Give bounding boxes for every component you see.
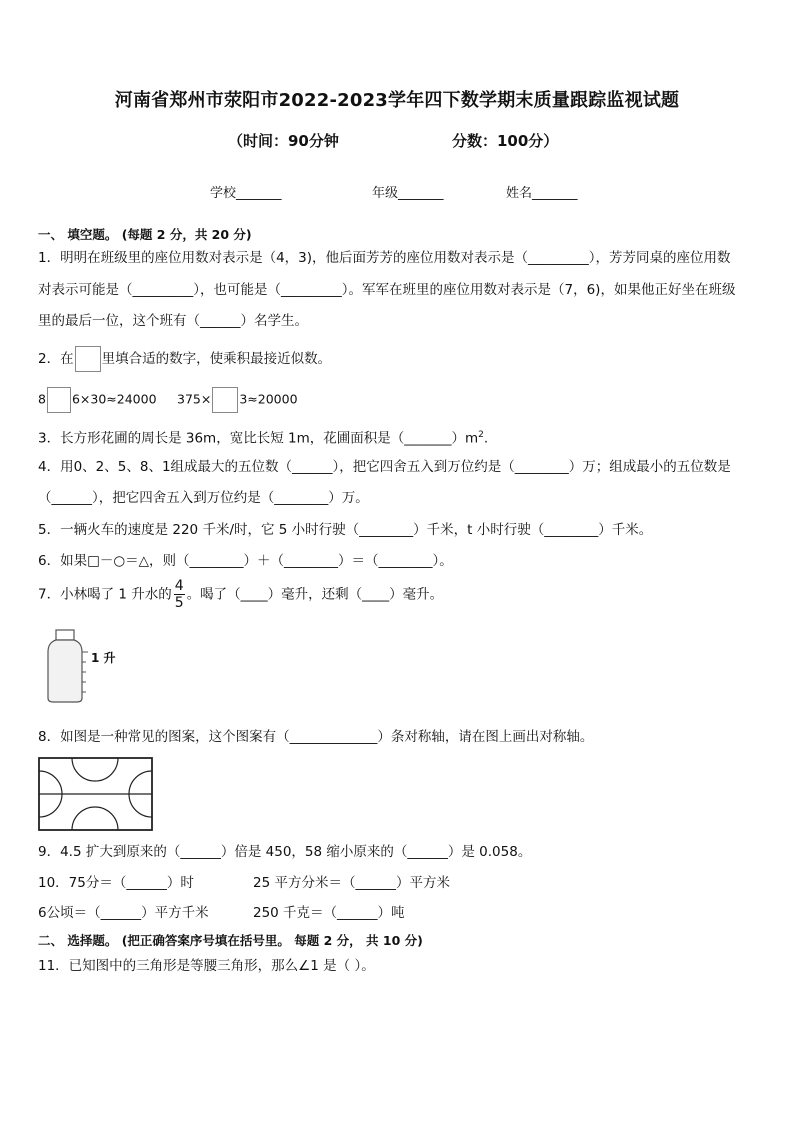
section-2-heading: 二、 选择题。 (把正确答案序号填在括号里。 每题 2 分， 共 10 分) bbox=[38, 933, 423, 948]
bottle-label: 1 升 bbox=[91, 651, 116, 665]
q3-end: . bbox=[483, 430, 489, 447]
q2-text-a: 2．在 bbox=[38, 351, 74, 367]
q10-b: 25 平方分米＝（______）平方米 bbox=[253, 875, 450, 891]
q1-line3: 里的最后一位，这个班有（______）名学生。 bbox=[38, 313, 308, 329]
exam-score: 分数：100分） bbox=[452, 132, 559, 150]
q10-c: 6公顷＝（______）平方千米 bbox=[38, 905, 209, 921]
q2-blank-box bbox=[75, 346, 101, 372]
q6: 6．如果□－○＝△，则（________）＋（________）＝（________）。 bbox=[38, 553, 453, 569]
q4-line2: （______），把它四舍五入到万位约是（________）万。 bbox=[38, 490, 369, 506]
section-1-heading: 一、 填空题。 (每题 2 分，共 20 分) bbox=[38, 227, 252, 242]
q1-line1: 1．明明在班级里的座位用数对表示是（4，3)，他后面芳芳的座位用数对表示是（_________），芳芳同桌的座位用数 bbox=[38, 250, 731, 266]
q5: 5．一辆火车的速度是 220 千米/时，它 5 小时行驶（________）千米，t 小时行驶（________）千米。 bbox=[38, 522, 653, 538]
symmetry-pattern-figure bbox=[38, 757, 154, 832]
exam-time: （时间：90分钟 bbox=[228, 132, 339, 150]
q2-e2-box bbox=[212, 387, 238, 413]
q3 bbox=[38, 425, 488, 449]
q3-sup: 2 bbox=[478, 430, 484, 440]
name-field: 姓名_______ bbox=[506, 186, 578, 201]
water-bottle-figure bbox=[40, 628, 130, 704]
q2-e1-box bbox=[47, 387, 71, 413]
page-title: 河南省郑州市荥阳市2022-2023学年四下数学期末质量跟踪监视试题 bbox=[114, 90, 680, 111]
q7-numerator: 4 bbox=[174, 578, 184, 594]
q7-denominator: 5 bbox=[174, 595, 184, 611]
q11: 11．已知图中的三角形是等腰三角形，那么∠1 是（ ）。 bbox=[38, 958, 375, 974]
school-field: 学校_______ bbox=[210, 186, 282, 201]
q1-line2: 对表示可能是（_________），也可能是（_________）。军军在班里的座位用数对表示是（7，6)，如果他正好坐在班级 bbox=[38, 282, 736, 298]
q7-text-b: 。喝了（____）毫升，还剩（____）毫升。 bbox=[186, 586, 444, 603]
q2-e1-b: 6×30≈24000 bbox=[71, 391, 157, 407]
q7 bbox=[38, 578, 443, 611]
q2-expression-2 bbox=[177, 387, 298, 413]
q3-text: 3．长方形花圃的周长是 36m，宽比长短 1m，花圃面积是（_______）m bbox=[38, 430, 479, 447]
q2-text-b: 里填合适的数字，使乘积最接近似数。 bbox=[101, 351, 332, 367]
q10-a: 10．75分＝（______）时 bbox=[38, 875, 194, 891]
q2-e1-a: 8 bbox=[38, 391, 46, 407]
q2-e2-b: 3≈20000 bbox=[239, 391, 298, 407]
q4-line1: 4．用0、2、5、8、1组成最大的五位数（______），把它四舍五入到万位约是（________）万；组成最小的五位数是 bbox=[38, 459, 731, 475]
q2-e2-a: 375× bbox=[177, 391, 212, 407]
grade-field: 年级_______ bbox=[372, 186, 444, 201]
q9: 9．4.5 扩大到原来的（______）倍是 450，58 缩小原来的（______）是 0.058。 bbox=[38, 844, 532, 860]
q8: 8．如图是一种常见的图案，这个图案有（_____________）条对称轴，请在图上画出对称轴。 bbox=[38, 729, 594, 745]
q10-d: 250 千克＝（______）吨 bbox=[253, 905, 405, 921]
q7-fraction bbox=[174, 578, 185, 611]
q2-prompt bbox=[38, 346, 331, 372]
q2-expression-1 bbox=[38, 387, 157, 413]
q7-text-a: 7．小林喝了 1 升水的 bbox=[38, 586, 172, 603]
